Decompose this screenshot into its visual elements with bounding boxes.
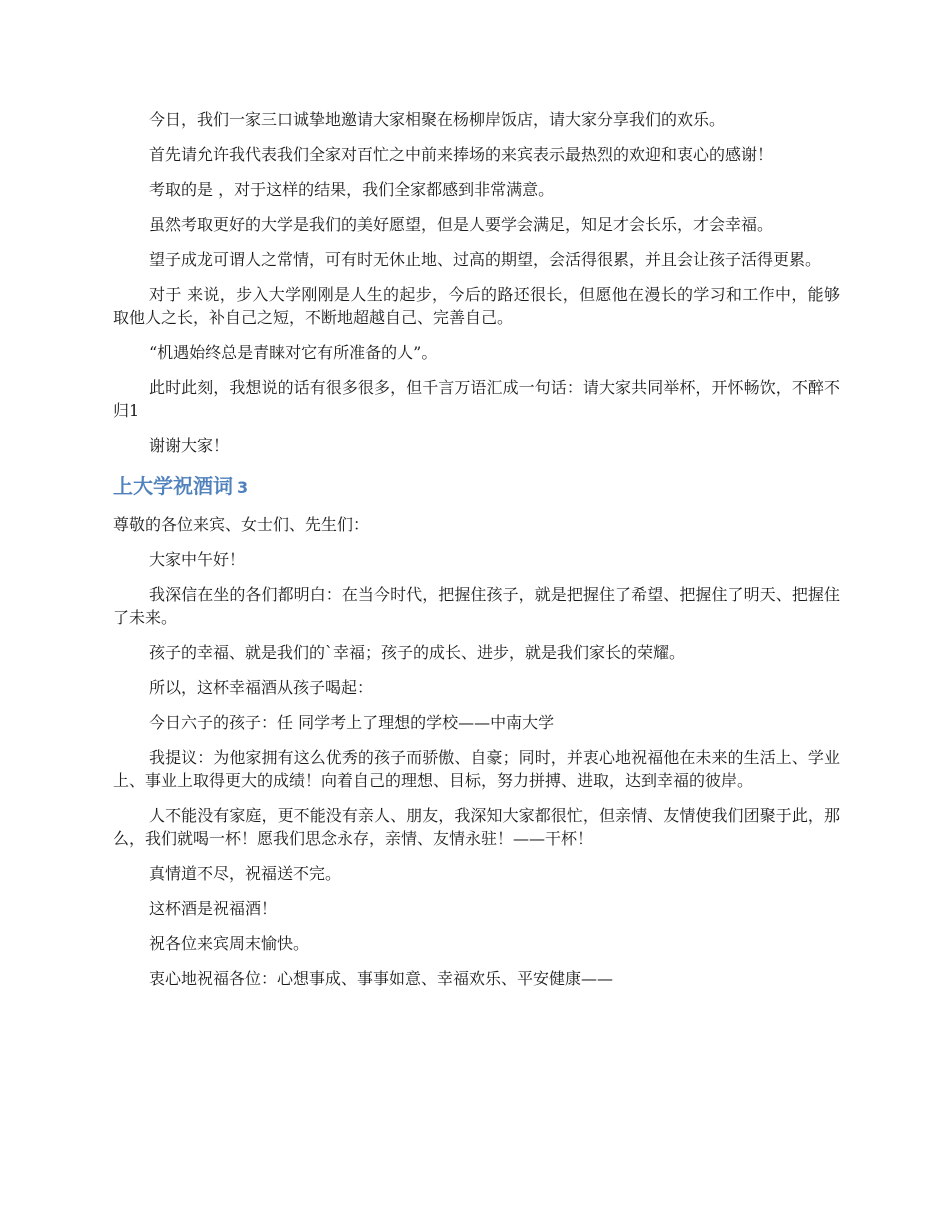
paragraph: 首先请允许我代表我们全家对百忙之中前来捧场的来宾表示最热烈的欢迎和衷心的感谢！: [149, 145, 774, 164]
paragraph: 望子成龙可谓人之常情，可有时无休止地、过高的期望，会活得很累，并且会让孩子活得更累。: [149, 250, 822, 269]
paragraph: 对于 来说，步入大学刚刚是人生的起步，今后的路还很长，但愿他在漫长的学习和工作中，能够取他人之长，补自己之短，不断地超越自己、完善自己。: [113, 285, 840, 327]
speech-section-2: [113, 108, 840, 457]
paragraph: 真情道不尽，祝福送不完。: [149, 864, 342, 883]
paragraph: 衷心地祝福各位：心想事成、事事如意、幸福欢乐、平安健康——: [149, 969, 614, 988]
paragraph: 祝各位来宾周末愉快。: [149, 934, 310, 953]
section-title: 上大学祝酒词: [113, 474, 233, 498]
paragraph: 所以，这杯幸福酒从孩子喝起：: [149, 678, 374, 697]
paragraph: 今日六子的孩子：任 同学考上了理想的学校——中南大学: [149, 713, 555, 732]
paragraph: 我深信在坐的各们都明白：在当今时代，把握住孩子，就是把握住了希望、把握住了明天、把握住了未来。: [113, 585, 840, 627]
paragraph: 虽然考取更好的大学是我们的美好愿望，但是人要学会满足，知足才会长乐，才会幸福。: [149, 215, 774, 234]
paragraph: 大家中午好！: [149, 550, 246, 569]
section-number: 3: [237, 478, 249, 497]
greeting-line: 尊敬的各位来宾、女士们、先生们：: [113, 515, 370, 534]
document-page: [113, 108, 840, 1002]
paragraph: 谢谢大家！: [149, 436, 230, 455]
paragraph: 孩子的幸福、就是我们的`幸福；孩子的成长、进步，就是我们家长的荣耀。: [149, 643, 686, 662]
paragraph: 这杯酒是祝福酒！: [149, 899, 278, 918]
paragraph: “机遇始终总是青睐对它有所准备的人”。: [149, 343, 438, 362]
section-heading: [113, 473, 840, 501]
speech-section-3: [113, 513, 840, 990]
paragraph: 考取的是 ，对于这样的结果，我们全家都感到非常满意。: [149, 180, 555, 199]
paragraph: 人不能没有家庭，更不能没有亲人、朋友，我深知大家都很忙，但亲情、友情使我们团聚于此，那么，我们就喝一杯！愿我们思念永存，亲情、友情永驻！——干杯！: [113, 806, 840, 848]
paragraph: 我提议：为他家拥有这么优秀的孩子而骄傲、自豪；同时，并衷心地祝福他在未来的生活上、学业上、事业上取得更大的成绩！向着自己的理想、目标，努力拼搏、进取，达到幸福的彼岸。: [113, 748, 840, 790]
paragraph: 今日，我们一家三口诚挚地邀请大家相聚在杨柳岸饭店，请大家分享我们的欢乐。: [149, 110, 726, 129]
paragraph: 此时此刻，我想说的话有很多很多，但千言万语汇成一句话：请大家共同举杯，开怀畅饮，不醉不归1: [113, 378, 840, 420]
